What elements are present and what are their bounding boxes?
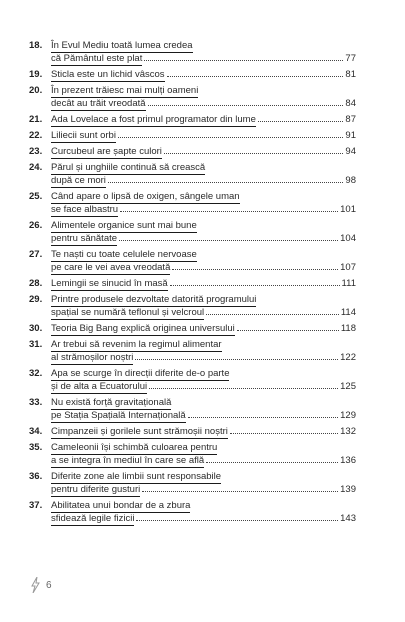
- toc-entry: [29, 500, 356, 526]
- entry-title: [51, 162, 356, 188]
- entry-title-line: [51, 249, 356, 262]
- dot-leader: [149, 388, 338, 389]
- entry-number: 24.: [29, 162, 43, 173]
- entry-title-text: Curcubeul are șapte culori: [51, 146, 162, 157]
- entry-page-number: 101: [340, 204, 356, 215]
- entry-page-number: 136: [340, 455, 356, 466]
- entry-number: 35.: [29, 442, 43, 453]
- dot-leader: [144, 60, 343, 61]
- dot-leader: [142, 491, 338, 492]
- entry-title-line: [51, 146, 356, 159]
- entry-page-number: 98: [345, 175, 356, 186]
- entry-title-line: [51, 262, 356, 275]
- entry-number: 26.: [29, 220, 43, 231]
- entry-title-text: Liliecii sunt orbi: [51, 130, 116, 141]
- entry-page-number: 87: [345, 114, 356, 125]
- entry-number: 22.: [29, 130, 43, 141]
- entry-title-line: [51, 471, 356, 484]
- dot-leader: [148, 105, 344, 106]
- page-number: 6: [46, 579, 52, 591]
- entry-title-line: [51, 307, 356, 320]
- toc-entry: [29, 146, 356, 159]
- entry-title-text: Printre produsele dezvoltate datorită programului: [51, 294, 257, 305]
- entry-title-line: [51, 500, 356, 513]
- entry-title-line: [51, 175, 356, 188]
- entry-title: [51, 85, 356, 111]
- toc-entry: [29, 69, 356, 82]
- toc-entry: [29, 323, 356, 336]
- entry-number: 23.: [29, 146, 43, 157]
- entry-title: [51, 397, 356, 423]
- toc-entry: [29, 471, 356, 497]
- entry-number: 30.: [29, 323, 43, 334]
- entry-title: [51, 40, 356, 66]
- entry-page-number: 118: [340, 323, 356, 334]
- toc-entry: [29, 339, 356, 365]
- entry-title-text: Sticla este un lichid vâscos: [51, 69, 165, 80]
- entry-title-line: [51, 85, 356, 98]
- entry-title-line: [51, 40, 356, 53]
- entry-page-number: 104: [340, 233, 356, 244]
- entry-number: 18.: [29, 40, 43, 51]
- entry-number: 33.: [29, 397, 43, 408]
- entry-page-number: 94: [345, 146, 356, 157]
- entry-number: 36.: [29, 471, 43, 482]
- entry-page-number: 81: [345, 69, 356, 80]
- toc-entry: [29, 294, 356, 320]
- entry-title-line: [51, 381, 356, 394]
- entry-page-number: 111: [341, 278, 356, 289]
- entry-title-text: Părul și unghiile continuă să crească: [51, 162, 206, 173]
- toc-entry: [29, 114, 356, 127]
- entry-page-number: 143: [340, 513, 356, 524]
- entry-title-text: Ar trebui să revenim la regimul alimentar: [51, 339, 222, 350]
- entry-title-line: [51, 426, 356, 439]
- entry-title-text: pentru sănătate: [51, 233, 118, 244]
- entry-title-line: [51, 352, 356, 365]
- entry-title: [51, 114, 356, 127]
- entry-title-line: [51, 191, 356, 204]
- entry-number: 19.: [29, 69, 43, 80]
- dot-leader: [237, 330, 339, 331]
- entry-title-text: după ce mori: [51, 175, 106, 186]
- dot-leader: [118, 137, 343, 138]
- entry-title-text: se face albastru: [51, 204, 119, 215]
- entry-title-line: [51, 204, 356, 217]
- entry-title-line: [51, 339, 356, 352]
- dot-leader: [230, 433, 338, 434]
- toc-entry: [29, 130, 356, 143]
- dot-leader: [136, 520, 338, 521]
- dot-leader: [120, 211, 338, 212]
- entry-title-text: a se integra în mediul în care se află: [51, 455, 205, 466]
- entry-number: 27.: [29, 249, 43, 260]
- entry-page-number: 122: [340, 352, 356, 363]
- entry-title: [51, 130, 356, 143]
- entry-title-line: [51, 98, 356, 111]
- entry-title-line: [51, 130, 356, 143]
- entry-page-number: 91: [345, 130, 356, 141]
- dot-leader: [108, 182, 344, 183]
- entry-title: [51, 323, 356, 336]
- entry-title-text: Când apare o lipsă de oxigen, sângele uman: [51, 191, 240, 202]
- entry-title-text: decât au trăit vreodată: [51, 98, 146, 109]
- entry-title-line: [51, 442, 356, 455]
- entry-title-line: [51, 233, 356, 246]
- entry-title-text: al strămoșilor noștri: [51, 352, 134, 363]
- entry-title-text: pe Stația Spațială Internațională: [51, 410, 186, 421]
- entry-title-text: Diferite zone ale limbii sunt responsabile: [51, 471, 222, 482]
- entry-title: [51, 471, 356, 497]
- entry-title-text: Ada Lovelace a fost primul programator din lume: [51, 114, 256, 125]
- entry-title-line: [51, 278, 356, 291]
- entry-title-line: [51, 69, 356, 82]
- entry-title-text: În prezent trăiesc mai mulți oameni: [51, 85, 199, 96]
- toc-entry: [29, 85, 356, 111]
- entry-title-line: [51, 368, 356, 381]
- entry-number: 31.: [29, 339, 43, 350]
- entry-title: [51, 249, 356, 275]
- entry-title: [51, 500, 356, 526]
- entry-number: 21.: [29, 114, 43, 125]
- entry-title-line: [51, 484, 356, 497]
- entry-number: 37.: [29, 500, 43, 511]
- entry-number: 28.: [29, 278, 43, 289]
- entry-title-text: Lemingii se sinucid în masă: [51, 278, 168, 289]
- toc-entry: [29, 397, 356, 423]
- entry-page-number: 132: [340, 426, 356, 437]
- dot-leader: [164, 153, 344, 154]
- entry-title: [51, 339, 356, 365]
- toc-entry: [29, 278, 356, 291]
- entry-number: 32.: [29, 368, 43, 379]
- dot-leader: [188, 417, 338, 418]
- entry-page-number: 107: [340, 262, 356, 273]
- entry-page-number: 114: [340, 307, 356, 318]
- dot-leader: [206, 462, 338, 463]
- entry-title-line: [51, 162, 356, 175]
- entry-number: 20.: [29, 85, 43, 96]
- entry-title-text: Nu există forță gravitațională: [51, 397, 172, 408]
- entry-title-line: [51, 455, 356, 468]
- entry-title-text: Cameleonii își schimbă culoarea pentru: [51, 442, 218, 453]
- toc-entry: [29, 442, 356, 468]
- table-of-contents: [29, 40, 356, 529]
- entry-title-line: [51, 53, 356, 66]
- entry-title-line: [51, 114, 356, 127]
- toc-entry: [29, 368, 356, 394]
- dot-leader: [172, 269, 338, 270]
- entry-number: 25.: [29, 191, 43, 202]
- entry-title-text: spațial se numără teflonul și velcroul: [51, 307, 205, 318]
- toc-entry: [29, 220, 356, 246]
- toc-entry: [29, 40, 356, 66]
- entry-title-text: pe care le vei avea vreodată: [51, 262, 171, 273]
- entry-title: [51, 368, 356, 394]
- entry-page-number: 129: [340, 410, 356, 421]
- entry-title: [51, 146, 356, 159]
- dot-leader: [167, 76, 344, 77]
- dot-leader: [170, 285, 340, 286]
- entry-page-number: 125: [340, 381, 356, 392]
- entry-number: 34.: [29, 426, 43, 437]
- entry-page-number: 77: [345, 53, 356, 64]
- entry-title-line: [51, 410, 356, 423]
- dot-leader: [135, 359, 338, 360]
- toc-entry: [29, 191, 356, 217]
- entry-title: [51, 426, 356, 439]
- entry-title: [51, 191, 356, 217]
- toc-entry: [29, 162, 356, 188]
- dot-leader: [206, 314, 339, 315]
- entry-title-text: Alimentele organice sunt mai bune: [51, 220, 197, 231]
- entry-title-line: [51, 294, 356, 307]
- page-footer: [31, 577, 52, 593]
- entry-title-line: [51, 397, 356, 410]
- entry-title-text: În Evul Mediu toată lumea credea: [51, 40, 193, 51]
- entry-title: [51, 442, 356, 468]
- entry-title: [51, 220, 356, 246]
- entry-title-text: Te naști cu toate celulele nervoase: [51, 249, 197, 260]
- dot-leader: [258, 121, 344, 122]
- entry-title: [51, 69, 356, 82]
- toc-entry: [29, 249, 356, 275]
- entry-title-text: că Pământul este plat: [51, 53, 143, 64]
- entry-title-text: Abilitatea unui bondar de a zbura: [51, 500, 191, 511]
- entry-page-number: 139: [340, 484, 356, 495]
- dot-leader: [119, 240, 338, 241]
- entry-title-line: [51, 513, 356, 526]
- entry-page-number: 84: [345, 98, 356, 109]
- entry-title: [51, 278, 356, 291]
- lightning-logo-icon: [31, 577, 40, 593]
- entry-title-line: [51, 323, 356, 336]
- entry-title-text: Teoria Big Bang explică originea universului: [51, 323, 235, 334]
- entry-title-text: pentru diferite gusturi: [51, 484, 141, 495]
- toc-entry: [29, 426, 356, 439]
- entry-title-line: [51, 220, 356, 233]
- entry-title: [51, 294, 356, 320]
- entry-title-text: sfidează legile fizicii: [51, 513, 135, 524]
- entry-title-text: Cimpanzeii și gorilele sunt strămoșii noștri: [51, 426, 228, 437]
- entry-title-text: Apa se scurge în direcții diferite de-o parte: [51, 368, 230, 379]
- entry-number: 29.: [29, 294, 43, 305]
- entry-title-text: și de alta a Ecuatorului: [51, 381, 148, 392]
